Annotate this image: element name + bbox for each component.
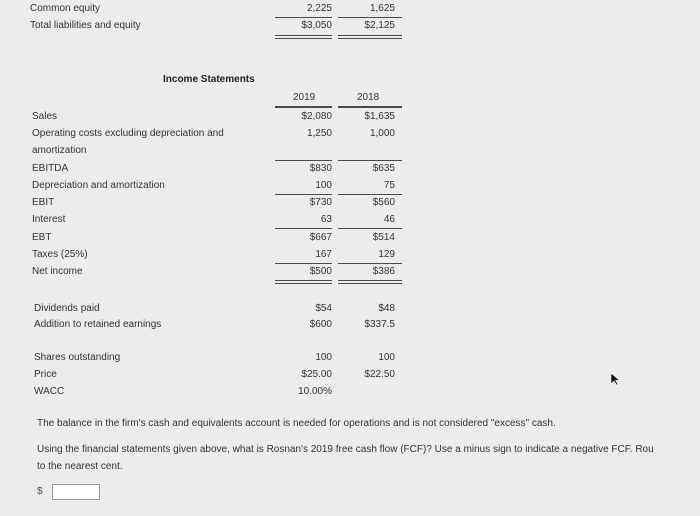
- total-liab-equity-2019: $3,050: [301, 20, 332, 31]
- ebt-2019: $667: [309, 232, 332, 243]
- interest-2019: 63: [320, 214, 332, 225]
- depr-rule-2018: [338, 194, 402, 195]
- opcosts-2018: 1,000: [369, 128, 395, 139]
- common-equity-2018: 1,625: [369, 3, 395, 14]
- mouse-cursor-icon: [610, 372, 622, 389]
- ni-double-rule-2019-b: [275, 283, 332, 284]
- price-label: Price: [34, 369, 57, 380]
- common-equity-2019: 2,225: [306, 3, 332, 14]
- ni-double-rule-2018-b: [338, 283, 402, 284]
- question-text-rounding: to the nearest cent.: [37, 461, 123, 472]
- interest-rule-2018: [338, 228, 402, 229]
- year-2019-header: 2019: [293, 92, 316, 103]
- ebit-2018: $560: [372, 197, 395, 208]
- income-statements-title: Income Statements: [163, 74, 255, 85]
- net-income-label: Net income: [32, 266, 83, 277]
- ebit-label: EBIT: [32, 197, 55, 208]
- note-cash-equivalents: The balance in the firm's cash and equivalents account is needed for operations and is not considered "excess" cash.: [37, 418, 556, 429]
- total-liab-equity-label: Total liabilities and equity: [30, 20, 141, 31]
- double-rule-2019-a: [275, 35, 332, 36]
- taxes-rule-2019: [275, 263, 332, 264]
- taxes-2018: 129: [378, 249, 395, 260]
- answer-currency-symbol: $: [37, 486, 43, 497]
- retained-earnings-2018: $337.5: [364, 319, 395, 330]
- opcosts-rule-2018: [338, 160, 402, 161]
- price-2019: $25.00: [301, 369, 332, 380]
- wacc-label: WACC: [34, 386, 65, 397]
- opcosts-rule-2019: [275, 160, 332, 161]
- ni-double-rule-2018-a: [338, 280, 402, 281]
- ebt-2018: $514: [372, 232, 395, 243]
- price-2018: $22.50: [364, 369, 395, 380]
- interest-label: Interest: [32, 214, 66, 225]
- total-liab-equity-2018: $2,125: [364, 20, 395, 31]
- ebitda-label: EBITDA: [32, 163, 69, 174]
- shares-outstanding-2018: 100: [378, 352, 395, 363]
- double-rule-2018-a: [338, 35, 402, 36]
- depr-rule-2019: [275, 194, 332, 195]
- ebt-label: EBT: [32, 232, 52, 243]
- rule-2018-top: [338, 17, 402, 18]
- depreciation-label: Depreciation and amortization: [32, 180, 165, 191]
- opcosts-label-line1: Operating costs excluding depreciation and: [32, 128, 224, 139]
- header-rule-2019: [275, 106, 332, 108]
- header-rule-2018: [338, 106, 402, 108]
- taxes-rule-2018: [338, 263, 402, 264]
- retained-earnings-2019: $600: [309, 319, 332, 330]
- taxes-2019: 167: [315, 249, 332, 260]
- double-rule-2018-b: [338, 38, 402, 39]
- year-2018-header: 2018: [357, 92, 380, 103]
- ebitda-2018: $635: [372, 163, 395, 174]
- common-equity-label: Common equity: [30, 3, 101, 14]
- opcosts-2019: 1,250: [306, 128, 332, 139]
- interest-rule-2019: [275, 228, 332, 229]
- wacc-2019: 10.00%: [298, 386, 332, 397]
- shares-outstanding-label: Shares outstanding: [34, 352, 121, 363]
- depreciation-2019: 100: [315, 180, 332, 191]
- sales-2018: $1,635: [364, 111, 395, 122]
- net-income-2019: $500: [309, 266, 332, 277]
- depreciation-2018: 75: [383, 180, 395, 191]
- question-text: Using the financial statements given above, what is Rosnan's 2019 free cash flow (FCF)? Use a minus sign to indicate a negative FCF. Rou: [37, 444, 654, 455]
- ni-double-rule-2019-a: [275, 280, 332, 281]
- sales-label: Sales: [32, 111, 58, 122]
- shares-outstanding-2019: 100: [315, 352, 332, 363]
- dividends-label: Dividends paid: [34, 303, 100, 314]
- fcf-answer-input[interactable]: [52, 484, 100, 500]
- sales-2019: $2,080: [301, 111, 332, 122]
- opcosts-label-line2: amortization: [32, 145, 87, 156]
- dividends-2019: $54: [315, 303, 332, 314]
- retained-earnings-label: Addition to retained earnings: [34, 319, 162, 330]
- double-rule-2019-b: [275, 38, 332, 39]
- rule-2019-top: [275, 17, 332, 18]
- dividends-2018: $48: [378, 303, 395, 314]
- taxes-label: Taxes (25%): [32, 249, 88, 260]
- ebitda-2019: $830: [309, 163, 332, 174]
- ebit-2019: $730: [309, 197, 332, 208]
- interest-2018: 46: [383, 214, 395, 225]
- net-income-2018: $386: [372, 266, 395, 277]
